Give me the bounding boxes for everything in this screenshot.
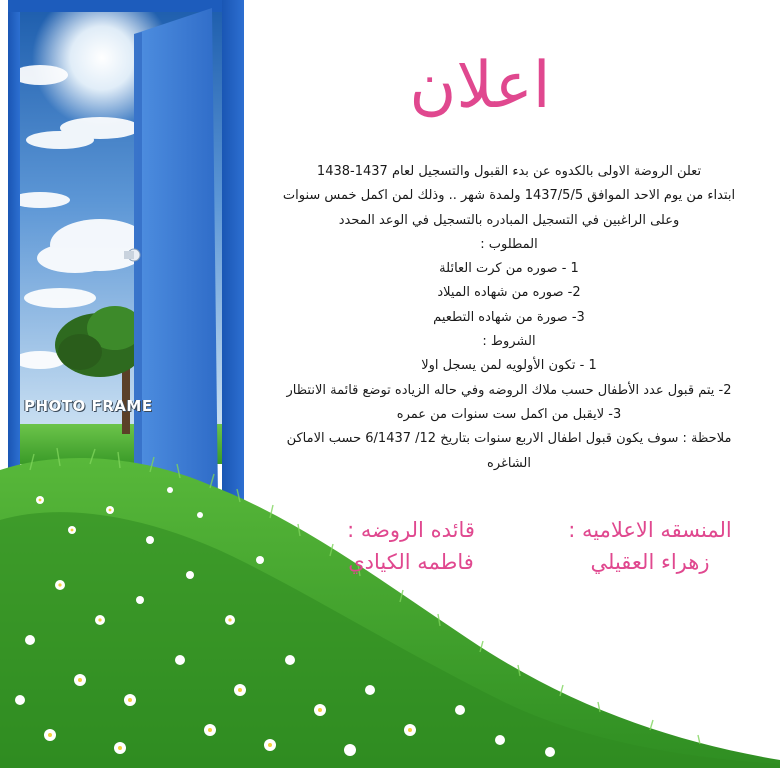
body-line: ابتداء من يوم الاحد الموافق 1437/5/5 ولمدة شهر .. وذلك لمن اكمل خمس سنوات (282, 188, 736, 204)
body-line: 3- صورة من شهاده التطعيم (433, 309, 585, 325)
body-line: المطلوب : (480, 236, 538, 252)
door-frame-left (8, 0, 20, 500)
body-line: تعلن الروضة الاولى بالكدوه عن بدء القبول والتسجيل لعام 1437-1438 (316, 164, 702, 179)
kindergarten-head-title: قائده الروضه : (347, 518, 475, 542)
kindergarten-head-signature (296, 514, 526, 578)
body-line: 3- لايقبل من اكمل ست سنوات من عمره (396, 406, 622, 422)
door-frame-right (222, 0, 244, 500)
announcement-body (255, 160, 763, 476)
body-line: ملاحظة : سوف يكون قبول اطفال الاربع سنوات بتاريخ 12/ 6/1437 حسب الاماكن (286, 431, 732, 447)
body-line: 2- يتم قبول عدد الأطفال حسب ملاك الروضه وفي حاله الزياده توضع قائمة الانتظار (286, 382, 732, 398)
photo-frame-label: PHOTO FRAME (24, 397, 153, 415)
kindergarten-head-name: فاطمه الكيادي (348, 550, 474, 574)
body-line: 2- صوره من شهاده الميلاد (437, 285, 581, 301)
announcement-title: اعلان (409, 49, 551, 123)
body-line: الشاغره (487, 455, 531, 471)
media-coordinator-title: المنسقه الاعلاميه : (568, 518, 732, 542)
body-line: وعلى الراغبين في التسجيل المبادره بالتسجيل في الوعد المحدد (338, 212, 680, 228)
body-line: الشروط : (482, 334, 536, 350)
body-line: 1 - صوره من كرت العائلة (439, 261, 579, 277)
door-panel (134, 8, 218, 500)
body-line: 1 - تكون الأولويه لمن يسجل اولا (421, 358, 597, 374)
media-coordinator-signature (535, 514, 765, 578)
media-coordinator-name: زهراء العقيلي (590, 550, 710, 574)
